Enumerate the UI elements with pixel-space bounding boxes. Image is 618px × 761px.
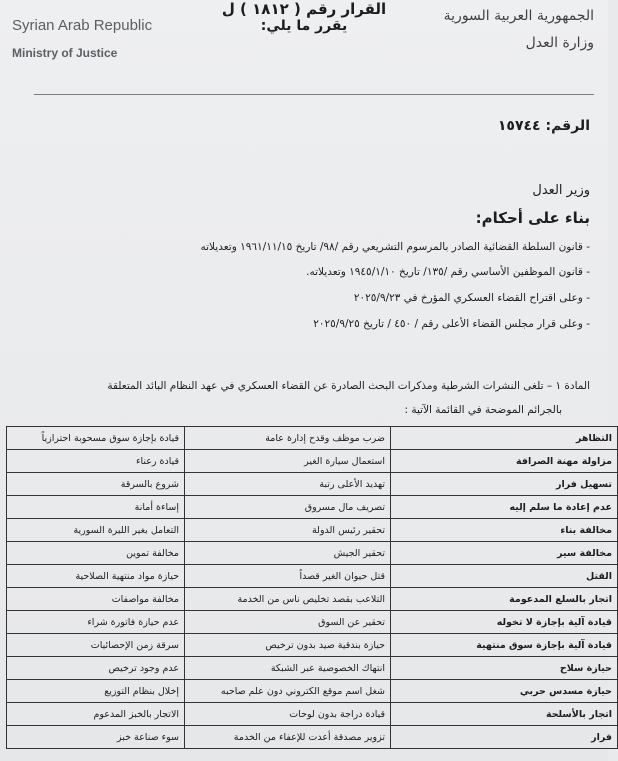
table-cell: قيادة آلية بإجازة لا تخوله bbox=[391, 611, 618, 634]
table-row bbox=[7, 473, 618, 496]
table-cell: إخلال بنظام التوزيع bbox=[7, 680, 185, 703]
issuer: وزير العدل bbox=[532, 183, 590, 198]
table-cell: التعامل بغير الليرة السورية bbox=[7, 519, 185, 542]
legal-basis-item: - وعلى اقتراح القضاء العسكري المؤرخ في ٢٠٢٥/٩/٢٣ bbox=[353, 292, 590, 304]
table-row bbox=[7, 611, 618, 634]
table-cell: مزاولة مهنة الصرافة bbox=[391, 450, 618, 473]
table-cell: التظاهر bbox=[391, 427, 618, 450]
table-cell: مخالفة تموين bbox=[7, 542, 185, 565]
table-cell: شغل اسم موقع الكتروني دون علم صاحبه bbox=[185, 680, 391, 703]
table-row bbox=[7, 427, 618, 450]
table-cell: قيادة دراجة بدون لوحات bbox=[185, 703, 391, 726]
table-cell: التلاعب بقصد تخليص ناس من الخدمة bbox=[185, 588, 391, 611]
table-cell: عدم حيازة فاتورة شراء bbox=[7, 611, 185, 634]
table-cell: قيادة رعناء bbox=[7, 450, 185, 473]
table-cell: قتل حيوان الغير قصداً bbox=[185, 565, 391, 588]
table-row bbox=[7, 588, 618, 611]
table-cell: قيادة بإجازة سوق مسحوبة احترازياً bbox=[7, 427, 185, 450]
table-cell: مخالفة سير bbox=[391, 542, 618, 565]
decision-title: القرار رقم ( ١٨١٢ ) ل bbox=[221, 0, 387, 18]
table-cell: عدم وجود ترخيص bbox=[7, 657, 185, 680]
table-cell: مخالفة بناء bbox=[391, 519, 618, 542]
table-cell: مخالفة مواصفات bbox=[7, 588, 185, 611]
table-row bbox=[7, 726, 618, 749]
legal-basis-item: - قانون الموظفين الأساسي رقم /١٣٥/ تاريخ ١٩٤٥/١/١٠ وتعديلاته. bbox=[306, 266, 590, 278]
letterhead-country-en: Syrian Arab Republic bbox=[12, 17, 153, 34]
table-cell: تهديد الأعلى رتبة bbox=[185, 473, 391, 496]
letterhead-country-ar: الجمهورية العربية السورية bbox=[443, 8, 594, 24]
table-cell: تحقير عن السوق bbox=[185, 611, 391, 634]
table-cell: القتل bbox=[391, 565, 618, 588]
table-row bbox=[7, 703, 618, 726]
table-cell: استعمال سيارة الغير bbox=[185, 450, 391, 473]
table-cell: اتجار بالأسلحة bbox=[391, 703, 618, 726]
table-row bbox=[7, 519, 618, 542]
letterhead-ministry-ar: وزارة العدل bbox=[525, 35, 594, 51]
table-cell: تزوير مصدقة أعدت للإعفاء من الخدمة bbox=[185, 726, 391, 749]
basis-heading: بناء على أحكام: bbox=[475, 209, 590, 227]
table-cell: حيازة مسدس حربي bbox=[391, 680, 618, 703]
table-cell: سرقة زمن الإحصائيات bbox=[7, 634, 185, 657]
table-cell: تحقير رئيس الدولة bbox=[185, 519, 391, 542]
table-cell: الاتجار بالخبز المدعوم bbox=[7, 703, 185, 726]
article-1-text: المادة ١ – تلغى النشرات الشرطية ومذكرات البحث الصادرة عن القضاء العسكري في عهد النظام البائد المتعلقة bbox=[107, 380, 590, 392]
reference-number: الرقم: ١٥٧٤٤ bbox=[497, 118, 590, 134]
table-row bbox=[7, 565, 618, 588]
table-cell: حيازة سلاح bbox=[391, 657, 618, 680]
table-row bbox=[7, 657, 618, 680]
table-cell: عدم إعادة ما سلم إليه bbox=[391, 496, 618, 519]
table-cell: إساءة أمانة bbox=[7, 496, 185, 519]
crimes-table bbox=[6, 426, 618, 749]
table-cell: تسهيل فرار bbox=[391, 473, 618, 496]
table-cell: حيازة مواد منتهية الصلاحية bbox=[7, 565, 185, 588]
decides-heading: يقرر ما يلي: bbox=[260, 18, 348, 34]
table-cell: اتجار بالسلع المدعومة bbox=[391, 588, 618, 611]
table-cell: شروع بالسرقة bbox=[7, 473, 185, 496]
article-1-text-continued: بالجرائم الموضحة في القائمة الآتية : bbox=[404, 404, 562, 416]
table-row bbox=[7, 542, 618, 565]
table-row bbox=[7, 680, 618, 703]
table-cell: فرار bbox=[391, 726, 618, 749]
table-row bbox=[7, 496, 618, 519]
table-row bbox=[7, 634, 618, 657]
legal-basis-item: - وعلى قرار مجلس القضاء الأعلى رقم / ٤٥٠ / تاريخ ٢٠٢٥/٩/٢٥ bbox=[313, 318, 590, 330]
table-cell: انتهاك الخصوصية عبر الشبكة bbox=[185, 657, 391, 680]
table-cell: ضرب موظف وقدح إدارة عامة bbox=[185, 427, 391, 450]
table-cell: حيازة بندقية صيد بدون ترخيص bbox=[185, 634, 391, 657]
table-cell: تحقير الجيش bbox=[185, 542, 391, 565]
letterhead-ministry-en: Ministry of Justice bbox=[12, 46, 118, 60]
table-cell: قيادة آلية بإجازة سوق منتهية bbox=[391, 634, 618, 657]
table-cell: سوء صناعة خبز bbox=[7, 726, 185, 749]
letterhead-divider bbox=[34, 94, 594, 95]
table-cell: تصريف مال مسروق bbox=[185, 496, 391, 519]
table-row bbox=[7, 450, 618, 473]
legal-basis-item: - قانون السلطة القضائية الصادر بالمرسوم التشريعي رقم /٩٨/ تاريخ ١٩٦١/١١/١٥ وتعديلاته bbox=[200, 241, 590, 253]
